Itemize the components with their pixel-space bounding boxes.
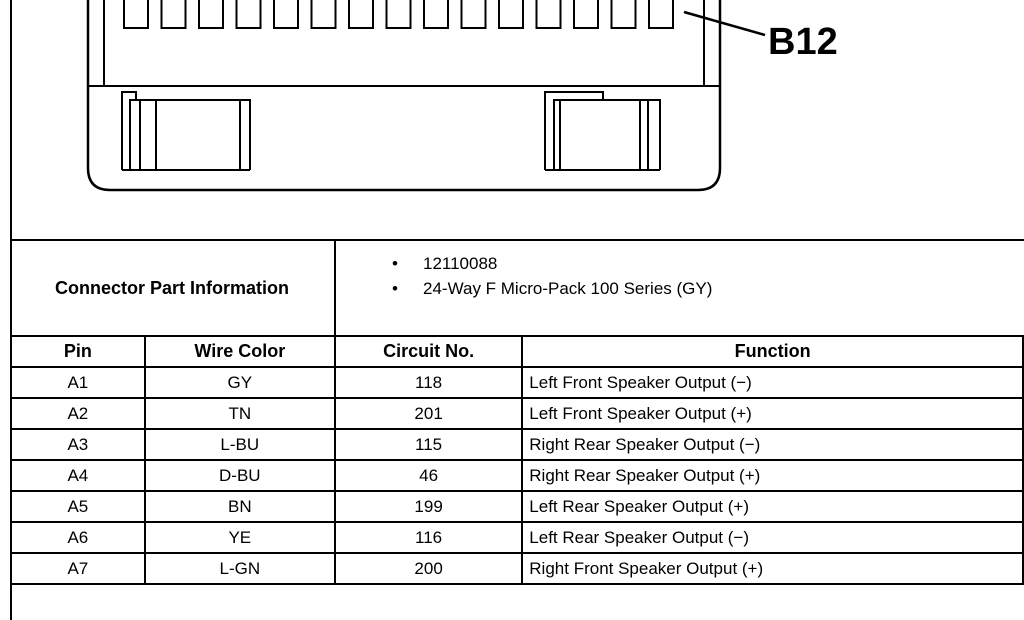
connector-info-label: Connector Part Information <box>10 241 336 336</box>
cell-wire-color: D-BU <box>145 460 335 491</box>
cell-wire-color: TN <box>145 398 335 429</box>
pin-cavity <box>237 0 261 28</box>
cell-function: Left Rear Speaker Output (+) <box>522 491 1023 522</box>
pin-cavity <box>162 0 186 28</box>
cell-function: Right Front Speaker Output (+) <box>522 553 1023 584</box>
cell-circuit-no: 200 <box>335 553 522 584</box>
pin-cavity <box>649 0 673 28</box>
table-row <box>11 491 1023 522</box>
pin-cavity <box>349 0 373 28</box>
pin-cavity <box>274 0 298 28</box>
cell-pin: A5 <box>11 491 145 522</box>
cell-pin: A7 <box>11 553 145 584</box>
pin-table <box>10 335 1024 585</box>
pin-cavity <box>574 0 598 28</box>
cell-circuit-no: 116 <box>335 522 522 553</box>
table-row <box>11 522 1023 553</box>
cell-function: Left Front Speaker Output (−) <box>522 367 1023 398</box>
right-latch <box>545 92 660 170</box>
pin-cavity <box>312 0 336 28</box>
pin-cavity <box>199 0 223 28</box>
cell-wire-color: GY <box>145 367 335 398</box>
cell-pin: A6 <box>11 522 145 553</box>
cell-circuit-no: 46 <box>335 460 522 491</box>
bullet-icon: • <box>392 279 398 298</box>
header-wire-color: Wire Color <box>145 336 335 367</box>
cell-wire-color: L-GN <box>145 553 335 584</box>
left-latch <box>122 92 250 170</box>
pin-cavity <box>424 0 448 28</box>
connector-part-information <box>10 239 1024 336</box>
cell-pin: A1 <box>11 367 145 398</box>
cell-wire-color: L-BU <box>145 429 335 460</box>
cell-circuit-no: 118 <box>335 367 522 398</box>
cell-function: Right Rear Speaker Output (−) <box>522 429 1023 460</box>
cell-function: Left Rear Speaker Output (−) <box>522 522 1023 553</box>
header-function: Function <box>522 336 1023 367</box>
cell-pin: A3 <box>11 429 145 460</box>
pin-cavity <box>612 0 636 28</box>
table-row <box>11 367 1023 398</box>
cell-circuit-no: 115 <box>335 429 522 460</box>
pin-cavity <box>537 0 561 28</box>
connector-inner-outline <box>104 0 704 86</box>
cell-wire-color: YE <box>145 522 335 553</box>
table-row <box>11 460 1023 491</box>
pin-cavity <box>462 0 486 28</box>
cell-function: Left Front Speaker Output (+) <box>522 398 1023 429</box>
pin-cavities <box>124 0 673 28</box>
pin-callout-label: B12 <box>768 21 838 63</box>
table-header-row <box>11 336 1023 367</box>
cell-circuit-no: 199 <box>335 491 522 522</box>
connector-info-list <box>336 241 1024 336</box>
table-row <box>11 553 1023 584</box>
pin-cavity <box>499 0 523 28</box>
pin-cavity <box>124 0 148 28</box>
pin-cavity <box>387 0 411 28</box>
callout-leader <box>684 12 765 35</box>
connector-info-item: • 12110088 <box>336 251 1024 276</box>
cell-circuit-no: 201 <box>335 398 522 429</box>
bullet-icon: • <box>392 254 398 273</box>
header-pin: Pin <box>11 336 145 367</box>
table-row <box>11 429 1023 460</box>
header-circuit-no: Circuit No. <box>335 336 522 367</box>
connector-info-item: • 24-Way F Micro-Pack 100 Series (GY) <box>336 276 1024 301</box>
connector-diagram <box>0 0 1024 240</box>
cell-pin: A2 <box>11 398 145 429</box>
cell-pin: A4 <box>11 460 145 491</box>
cell-wire-color: BN <box>145 491 335 522</box>
table-row <box>11 398 1023 429</box>
cell-function: Right Rear Speaker Output (+) <box>522 460 1023 491</box>
